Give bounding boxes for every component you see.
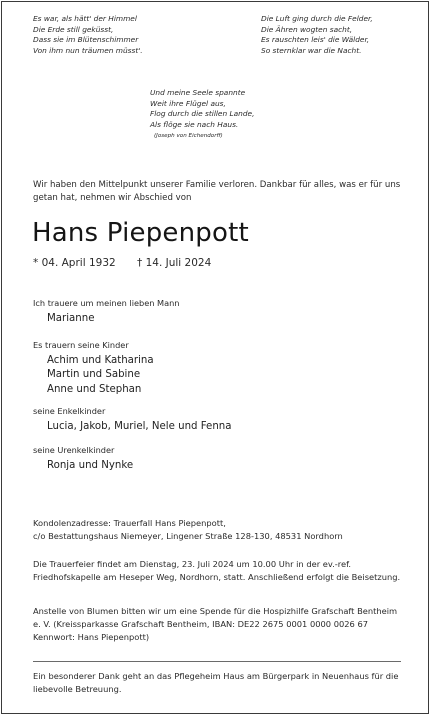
birth-date: * 04. April 1932 — [33, 257, 116, 269]
poem-right-column — [261, 14, 373, 56]
mourner-group-great-grandchildren — [33, 444, 231, 474]
mourner-name: Achim und Katharina — [47, 354, 154, 366]
poem-attribution: (Joseph von Eichendorff) — [154, 133, 223, 140]
poem-line: Und meine Seele spannte — [150, 88, 246, 97]
obituary-notice — [1, 1, 429, 714]
mourner-group-grandchildren — [33, 405, 231, 435]
poem-line: Die Ähren wogten sacht, — [261, 24, 353, 34]
mourner-group-heading: seine Urenkelkinder — [33, 444, 115, 455]
divider — [33, 661, 401, 662]
poem-center-stanza — [150, 88, 254, 142]
mourner-group-heading: Ich trauere um meinen lieben Mann — [33, 298, 180, 308]
mourners-list — [33, 297, 231, 473]
intro-text: Wir haben den Mittelpunkt unserer Familie verloren. Dankbar für alles, was er für uns getan hat, nehmen wir Abschied von — [33, 180, 401, 203]
mourner-group-heading: Es trauern seine Kinder — [33, 339, 129, 350]
mourner-group-children — [33, 339, 231, 398]
death-date: † 14. Juli 2024 — [137, 257, 212, 269]
mourner-names — [33, 459, 231, 474]
condolence-line: Kondolenzadresse: Trauerfall Hans Piepenpott, — [33, 518, 226, 528]
poem-line: Die Erde still geküsst, — [33, 24, 114, 34]
funeral-service-info: Die Trauerfeier findet am Dienstag, 23. Juli 2024 um 10.00 Uhr in der ev.-ref. Friedhofskapelle am Heseper Weg, Nordhorn, statt. Anschließend erfolgt die Beisetzung. — [33, 559, 401, 582]
poem-left-column — [33, 14, 143, 56]
mourner-name: Martin und Sabine — [47, 369, 141, 380]
deceased-name: Hans Piepenpott — [32, 218, 249, 248]
mourner-names — [33, 420, 231, 435]
donation-request: Anstelle von Blumen bitten wir um eine Spende für die Hospizhilfe Grafschaft Bentheim e. V. (Kreissparkasse Grafschaft Bentheim, IBAN: DE22 2675 0001 0000 0026 67 Kennwort: Hans Piepenpott) — [33, 606, 398, 642]
poem-line: Die Luft ging durch die Felder, — [261, 14, 373, 23]
mourner-name: Lucia, Jakob, Muriel, Nele und Fenna — [47, 421, 232, 432]
condolence-line: c/o Bestattungshaus Niemeyer, Lingener Straße 128-130, 48531 Nordhorn — [33, 530, 343, 541]
mourner-group-spouse — [33, 297, 231, 327]
life-dates — [33, 257, 212, 269]
poem-line: Von ihm nun träumen müsst'. — [33, 45, 143, 55]
mourner-group-heading: seine Enkelkinder — [33, 406, 106, 416]
poem-line: So sternklar war die Nacht. — [261, 45, 362, 55]
poem-line: Dass sie im Blütenschimmer — [33, 35, 139, 45]
poem-line: Es war, als hätt' der Himmel — [33, 14, 137, 23]
mourner-names — [33, 354, 231, 398]
mourner-names — [33, 312, 231, 327]
condolence-address — [33, 517, 405, 543]
poem-line: Es rauschten leis' die Wälder, — [261, 35, 370, 45]
mourner-name: Marianne — [47, 313, 95, 324]
thanks-note: Ein besonderer Dank geht an das Pflegeheim Haus am Bürgerpark in Neuenhaus für die liebevolle Betreuung. — [33, 671, 399, 694]
poem-line: Als flöge sie nach Haus. — [150, 119, 239, 129]
mourner-name: Anne und Stephan — [47, 383, 142, 395]
poem-line: Flog durch die stillen Lande, — [150, 109, 255, 119]
poem-line: Weit ihre Flügel aus, — [150, 98, 226, 108]
mourner-name: Ronja und Nynke — [47, 459, 134, 471]
